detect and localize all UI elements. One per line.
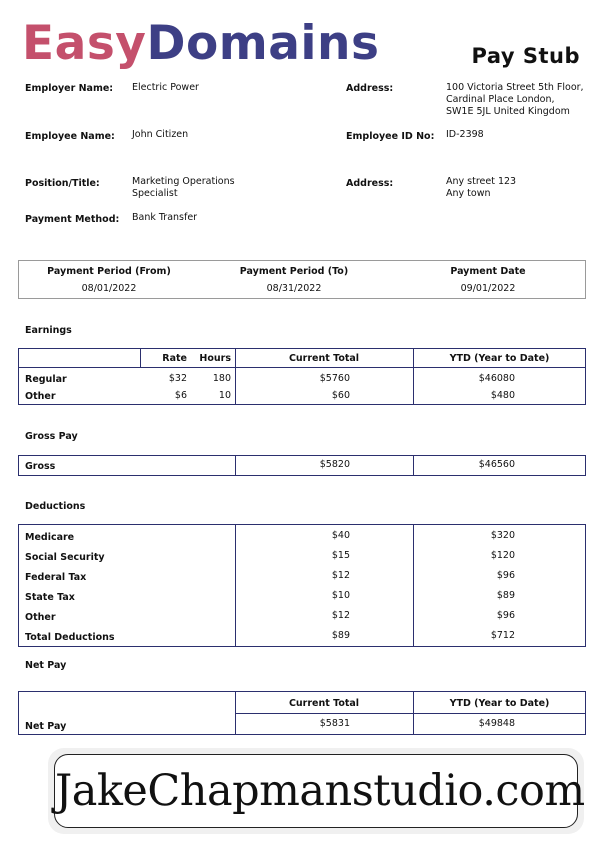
payment-method-label: Payment Method: (25, 214, 120, 225)
earnings-header-rate: Rate (162, 353, 187, 364)
earnings-header-ytd: YTD (Year to Date) (449, 353, 550, 364)
employee-name: John Citizen (132, 129, 189, 140)
earnings-row-current: $60 (331, 390, 350, 401)
earnings-row-hours: 180 (212, 373, 231, 384)
logo-easy: Easy (22, 16, 147, 71)
earnings-row-current: $5760 (319, 373, 350, 384)
employee-name-label: Employee Name: (25, 131, 115, 142)
deduction-label: Other (25, 612, 56, 623)
period-to-label: Payment Period (To) (239, 266, 349, 277)
payment-date: 09/01/2022 (460, 283, 516, 294)
deductions-table (18, 524, 586, 647)
employer-name-label: Employer Name: (25, 83, 114, 94)
earnings-row-ytd: $46080 (478, 373, 515, 384)
deduction-label: Medicare (25, 532, 75, 543)
netpay-ytd: $49848 (478, 718, 515, 729)
deduction-ytd: $120 (490, 550, 515, 561)
gross-current: $5820 (319, 459, 350, 470)
employee-id-label: Employee ID No: (346, 131, 435, 142)
employee-address-line1: Any street 123 (446, 176, 517, 187)
employer-address (446, 82, 584, 118)
deduction-total-label: Total Deductions (25, 632, 115, 643)
period-to: 08/31/2022 (266, 283, 322, 294)
deduction-current: $15 (331, 550, 350, 561)
netpay-label: Net Pay (25, 721, 67, 732)
deduction-ytd: $96 (496, 570, 515, 581)
earnings-row-label: Other (25, 391, 56, 402)
deduction-label: State Tax (25, 592, 75, 603)
deductions-section-title: Deductions (25, 501, 86, 512)
payment-method: Bank Transfer (132, 212, 198, 223)
employer-address-label: Address: (346, 83, 394, 94)
deduction-ytd: $96 (496, 610, 515, 621)
earnings-section-title: Earnings (25, 325, 72, 336)
netpay-header-ytd: YTD (Year to Date) (449, 698, 550, 709)
period-from-label: Payment Period (From) (47, 266, 171, 277)
logo-domains: Domains (146, 16, 380, 71)
position-line1: Marketing Operations (132, 176, 235, 187)
employee-id: ID-2398 (446, 129, 484, 140)
position-line2: Specialist (132, 188, 178, 199)
earnings-header-hours: Hours (199, 353, 231, 364)
deductions-col-divider (235, 524, 236, 647)
deduction-label: Federal Tax (25, 572, 87, 583)
deductions-col-divider (413, 524, 414, 647)
earnings-header-current: Current Total (288, 353, 360, 364)
position-label: Position/Title: (25, 178, 100, 189)
deduction-current: $10 (331, 590, 350, 601)
period-from: 08/01/2022 (81, 283, 137, 294)
employee-address (446, 176, 516, 200)
deduction-current: $12 (331, 610, 350, 621)
document-title: Pay Stub (471, 44, 580, 68)
employer-address-line1: 100 Victoria Street 5th Floor, (446, 82, 584, 93)
netpay-current: $5831 (319, 718, 350, 729)
deduction-ytd: $89 (496, 590, 515, 601)
employer-address-line3: SW1E 5JL United Kingdom (446, 106, 570, 117)
company-logo (22, 16, 380, 71)
payment-date-label: Payment Date (450, 266, 526, 277)
earnings-row-rate: $6 (174, 390, 187, 401)
employer-name: Electric Power (132, 82, 199, 93)
employer-address-line2: Cardinal Place London, (446, 94, 555, 105)
watermark-stamp: JakeChapmanstudio.com (54, 754, 578, 828)
gross-ytd: $46560 (478, 459, 515, 470)
deduction-total-current: $89 (331, 630, 350, 641)
position-value (132, 176, 235, 200)
deduction-total-ytd: $712 (490, 630, 515, 641)
earnings-row-rate: $32 (168, 373, 187, 384)
earnings-row-hours: 10 (218, 390, 231, 401)
deduction-label: Social Security (25, 552, 105, 563)
employee-address-label: Address: (346, 178, 394, 189)
netpay-section-title: Net Pay (25, 660, 67, 671)
netpay-header-current: Current Total (288, 698, 360, 709)
deduction-current: $12 (331, 570, 350, 581)
earnings-header-divider (18, 367, 586, 368)
gross-section-title: Gross Pay (25, 431, 78, 442)
gross-label: Gross (25, 461, 56, 472)
earnings-row-label: Regular (25, 374, 67, 385)
employee-address-line2: Any town (446, 188, 491, 199)
deduction-current: $40 (331, 530, 350, 541)
earnings-row-ytd: $480 (490, 390, 515, 401)
deduction-ytd: $320 (490, 530, 515, 541)
netpay-header-divider (235, 713, 586, 714)
